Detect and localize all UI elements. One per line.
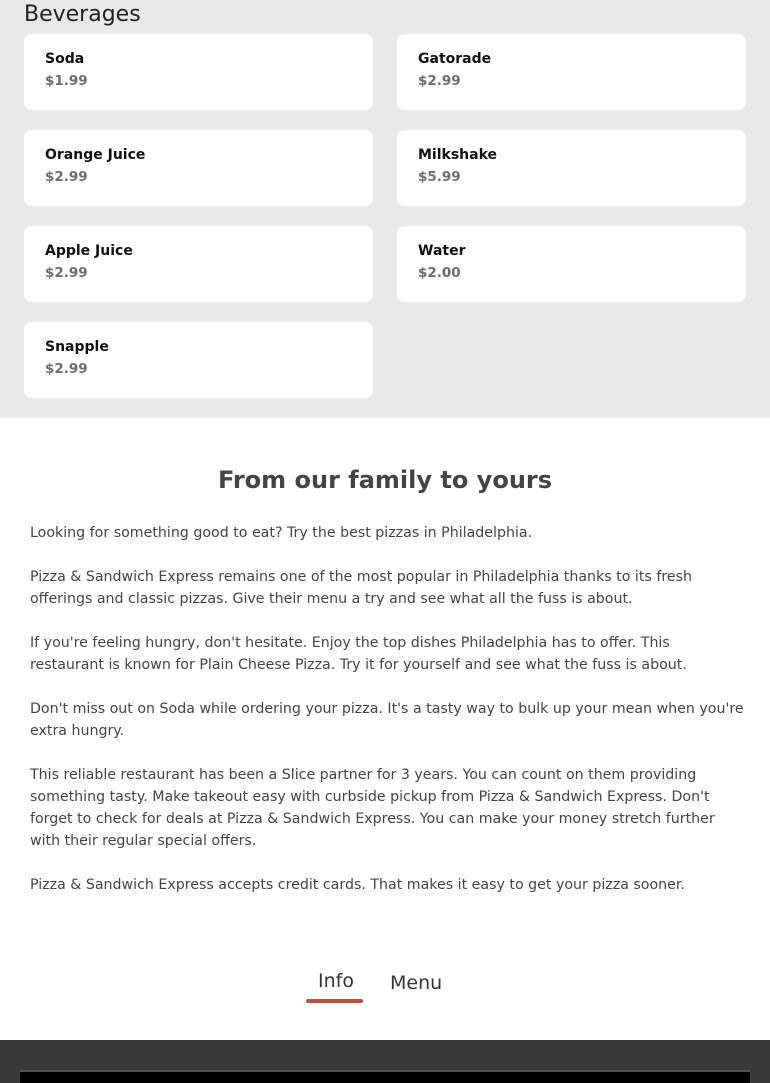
about-paragraph: This reliable restaurant has been a Slice partner for 3 years. You can count on them providing something tasty. Make takeout easy with curbside pickup from Pizza & Sandwich Express. Don't forget to check for deals at Pizza & Sandwich Express. You can make your money stretch further with their regular special offers. <box>30 767 715 849</box>
footer-bar <box>20 1070 750 1083</box>
about-paragraph: Looking for something good to eat? Try the best pizzas in Philadelphia. <box>30 525 533 541</box>
section-title: Beverages <box>24 2 141 27</box>
about-body <box>30 522 745 918</box>
item-price: $1.99 <box>45 73 88 89</box>
item-name: Milkshake <box>418 147 498 163</box>
menu-item-card[interactable] <box>24 226 373 302</box>
item-price: $5.99 <box>418 169 461 185</box>
beverages-section <box>0 0 770 418</box>
about-title: From our family to yours <box>217 466 553 494</box>
menu-item-card[interactable] <box>24 34 373 110</box>
about-paragraph: If you're feeling hungry, don't hesitate. Enjoy the top dishes Philadelphia has to offer. This restaurant is known for Plain Cheese Pizza. Try it for yourself and see what the fuss is about. <box>30 635 687 673</box>
menu-item-card[interactable] <box>397 130 746 206</box>
item-price: $2.99 <box>418 73 461 89</box>
menu-item-card[interactable] <box>397 34 746 110</box>
menu-item-card[interactable] <box>24 322 373 398</box>
tab-info[interactable]: Info <box>318 970 354 992</box>
about-paragraph: Don't miss out on Soda while ordering your pizza. It's a tasty way to bulk up your mean when you're extra hungry. <box>30 701 744 739</box>
about-paragraph: Pizza & Sandwich Express accepts credit cards. That makes it easy to get your pizza sooner. <box>30 877 685 893</box>
about-paragraph: Pizza & Sandwich Express remains one of the most popular in Philadelphia thanks to its fresh offerings and classic pizzas. Give their menu a try and see what all the fuss is about. <box>30 569 692 607</box>
item-name: Snapple <box>45 339 109 355</box>
item-name: Gatorade <box>418 51 492 67</box>
footer <box>0 1040 770 1083</box>
menu-item-card[interactable] <box>24 130 373 206</box>
item-name: Orange Juice <box>45 147 146 163</box>
menu-item-card[interactable] <box>397 226 746 302</box>
tab-menu[interactable]: Menu <box>390 972 443 994</box>
item-name: Water <box>418 243 466 259</box>
item-price: $2.99 <box>45 169 88 185</box>
item-price: $2.99 <box>45 265 88 281</box>
item-name: Soda <box>45 51 85 67</box>
item-price: $2.00 <box>418 265 461 281</box>
active-tab-indicator <box>306 999 363 1003</box>
item-name: Apple Juice <box>45 243 133 259</box>
item-price: $2.99 <box>45 361 88 377</box>
